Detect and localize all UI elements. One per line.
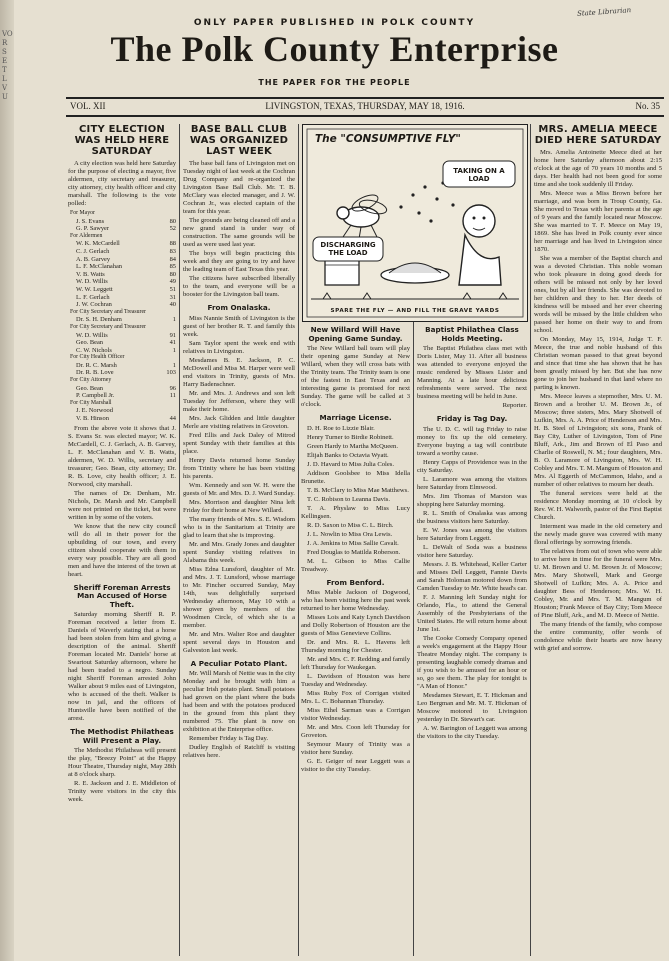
masthead-title: The Polk County Enterprise [110, 29, 559, 69]
article-text: R. E. Jackson and J. E. Middleton of Trinity were visitors in the city this week. [68, 780, 176, 804]
article-text: J. L. Nowlin to Miss Ora Lewis. [307, 530, 393, 538]
column-5 [534, 124, 662, 956]
article-text: Mr. and Mrs. J. Andrews and son left Tuesday for Jefferson, where they will make their home. [183, 389, 295, 413]
vote-row [68, 332, 176, 340]
column-rule [530, 124, 531, 956]
headline-benford: From Benford. [326, 577, 385, 587]
article-text: T. A. Physlaw to Miss Lucy Kellingsen. [301, 504, 410, 520]
article-text: Mr. and Mrs. Grady Jones and daughter spent Sunday visiting relatives in Alabama this week. [183, 540, 295, 564]
article-text: Misses Lois and Katy Lynch Davidson and Dolly Robertson of Houston are the guests of Miss Genevieve Collins. [301, 614, 410, 637]
vote-row [68, 324, 176, 332]
vote-candidate: A. B. Garvey [76, 255, 111, 263]
volume: VOL. XII [70, 101, 106, 111]
vote-candidate: J. E. Norwood [76, 407, 113, 415]
vote-candidate: L. F. Gerlach [76, 293, 110, 301]
vote-row [68, 301, 176, 309]
column-4 [417, 326, 527, 956]
vote-candidate: G. P. Sawyer [76, 225, 110, 233]
article-text: The Baptist Philathea class met with Doris Lister, May 11. After all business was attended to everyone enjoyed the music rendered by Misses Lister and Manning. At a late hour delicious refreshments were served. The next business meeting will be held in June. [417, 345, 527, 400]
cartoon-bottom-caption: SPARE THE FLY — AND FILL THE GRAVE YARDS [330, 308, 500, 314]
headline-city-election: CITY ELECTION WAS HELD HERE SATURDAY [74, 124, 170, 157]
article-text: M. L. Gibson to Miss Callie Treadway. [301, 557, 410, 573]
vote-count: 44 [169, 415, 176, 423]
article-text: Mr. Will Marsh of Nettie was in the city Monday and he brought with him a peculiar Irish potato plant. Small potatoes had grown on the plant where the buds had been and with the potatoes produced in the ground from this plant they numbered 75. The plant is now on exhibition at the Enterprise office. [183, 670, 295, 733]
vote-count: 31 [169, 293, 176, 301]
vote-count: 103 [166, 369, 176, 377]
cartoon-title: The "CONSUMPTIVE FLY" [315, 133, 461, 145]
vote-count: 40 [169, 301, 176, 309]
article-text: Mrs. Jim Thomas of Marston was shopping here Saturday morning. [417, 492, 527, 508]
edge-text: VO R S E T L V U [2, 30, 13, 101]
vote-count: 96 [169, 384, 176, 392]
article-text: The base ball fans of Livingston met on Tuesday night of last week at the Cochran Drug Company and re-organized the Livingston Base Ball Club. Mr. T. B. McClary was elected manager, and J. W. Cochran Jr., was elected captain of the team for this year. [183, 160, 295, 215]
vote-row [68, 400, 176, 408]
vote-count: 1 [172, 316, 176, 324]
vote-row [68, 210, 176, 218]
headline-philatheas-play: The Methodist Philatheas Will Present a Play. [70, 727, 174, 745]
article-text: Elijah Banks to Octavia Wyatt. [307, 451, 389, 459]
article-text: Mrs. Meece leaves a stepmother, Mrs. U. M. Brown and a brother U. M. Brown Jr., of Moscow; three sisters, Mrs. Mary Shotwell of Lufkin, Mrs. A. A. Price of Henderson and Mrs. H. B. Steel of Livingston; six sons, Frank of Bay City, Luther of Livingston, Tom of Pine Bluff, Ark., Jim and Brown of El Paso and Charlie of Roswell, N. M.; four daughters, Mrs. B. O. Laramore of Livingston, Mrs. W. H. Cobley and Mrs. T. M. Mangum of Houston and Mrs. Al Eggerth of McCammon, Idaho, and a number of other relatives to mourn her death. [534, 393, 662, 488]
article-text: The citizens have subscribed liberally to the team, and everyone will be a booster for the Livingston ball team. [183, 275, 295, 298]
article-text: The boys will begin practicing this week and they are going to try and have the leading team of East Texas this year. [183, 250, 295, 273]
column-2 [183, 124, 295, 956]
article-text: The names of Dr. Denham, Mr. Nichols, Dr. Marsh and Mr. Campbell were not printed on the ticket, but were written in by some of the voters. [68, 489, 176, 521]
vote-count: 85 [169, 263, 176, 271]
article-text: Wm. Kennedy and son W. H. were the guests of Mr. and Mrs. D. J. Ward Sunday. [183, 481, 295, 497]
headline-meece: MRS. AMELIA MEECE DIED HERE SATURDAY [534, 124, 662, 146]
vote-candidate: J. S. Evans [76, 217, 105, 225]
article-text: Addison Goolsbee to Miss Idella Brunette. [301, 469, 410, 485]
article-text: Interment was made in the old cemetery and the newly made grave was covered with many floral offerings by sorrowing friends. [534, 523, 662, 546]
vote-count [160, 407, 176, 415]
article-text: Mesdames B. E. Jackson, P. C. McDowell and Miss M. Harper were well end visitors in Trinity, guests of Mrs. Harry Badenschner. [183, 356, 295, 388]
vote-office: For City Secretary and Treasurer [70, 308, 146, 315]
vote-office: For Mayor [70, 210, 95, 216]
article-text: The many friends of Mrs. S. E. Wisdom who is in the Sanitarium at Trinity are glad to learn that she is improving. [183, 515, 295, 539]
vote-candidate: V. B. Watts [76, 270, 105, 278]
article-text: L. Davidson of Houston was here Tuesday and Wednesday. [301, 673, 410, 688]
headline-tag-day: Friday is Tag Day. [436, 414, 508, 423]
article-text: A. W. Barington of Leggett was among the visitors to the city Tuesday. [417, 724, 527, 740]
article-text: Mrs. Meece was a Miss Brown before her marriage, and was born in Troup County, Ga. She moved to Texas with her parents at the age of 9 years and the family located near Moscow. She was married to T. F. Meece on May 19, 1869. She has lived in Polk county ever since her marriage and has lived in Livingston since 1870. [534, 190, 662, 253]
vote-row [68, 309, 176, 317]
article-text: The grounds are being cleaned off and a new grand stand is under way of construction. The same grounds will be used as were used last year. [183, 217, 295, 248]
vote-row [68, 294, 176, 302]
vote-office: For Aldermen [70, 232, 103, 239]
article-text: Miss Ruby Fox of Corrigan visited Mrs. L. C. Bohannan Thursday. [301, 690, 410, 705]
article-text: Mr. and Mrs. Coon left Thursday for Groveton. [301, 724, 410, 739]
vote-row [68, 240, 176, 248]
vote-candidate: Dr. R. B. Love [76, 369, 114, 377]
article-text: Dudley English of Ratcliff is visiting relatives here. [183, 744, 295, 759]
article-text: Mrs. Jack Glidden and little daughter Merle are visiting relatives in Groveton. [183, 414, 295, 430]
headline-base-ball: BASE BALL CLUB WAS ORGANIZED LAST WEEK [189, 124, 289, 157]
vote-candidate: V. B. Hinson [76, 415, 109, 423]
article-text: Henry Capps of Providence was in the city Saturday. [417, 458, 527, 474]
article-text: Fred Ellis and Jack Daley of Mitrod spent Sunday with their families at this place. [183, 431, 295, 455]
vote-row [68, 233, 176, 241]
masthead-tagline: ONLY PAPER PUBLISHED IN POLK COUNTY [193, 18, 476, 28]
article-text: Messrs. J. B. Whitehead, Keller Carter and Misses Dell Leggett, Fannie Davis and Sarah Holoman motored down from Camden Tuesday to Mr. White head's car. [417, 560, 527, 592]
vote-row [68, 271, 176, 279]
vote-candidate: W. D. Willis [76, 278, 108, 286]
article-text: From the above vote it shows that J. S. Evans Sr. was elected mayor; W. K. McCardell, C. J. Gerlach, A. B. Garvey, L. F. McClanahan and V. B. Watts, aldermen, W. D. Willis, secretary and treasurer; Geo. Bean, city attorney; Dr. R. B. Love, city health officer; J. E. Norwood, city marshall. [68, 424, 176, 488]
cartoon-label-discharging: DISCHARGING THE LOAD [320, 241, 376, 257]
article-text: Green Hardy to Martha McQueen. [307, 442, 398, 450]
article-text: Sam Taylor spent the week end with relatives in Livingston. [183, 339, 295, 355]
vote-count: 80 [169, 217, 176, 225]
vote-count: 52 [169, 225, 176, 233]
column-rule [413, 322, 414, 956]
vote-row [68, 362, 176, 370]
vote-office: For City Attorney [70, 377, 112, 384]
vote-count: 88 [169, 240, 176, 248]
article-text: Mrs. Morrison and daughter Nina left Friday for their home at New Willard. [183, 498, 295, 514]
article-text: Remember Friday is Tag Day. [189, 735, 269, 742]
vote-count: 1 [172, 361, 176, 369]
article-text: F. J. Manning left Sunday night for Orlando, Fla., to attend the General Assembly of the Presbyterians of the United States. He will return home about June 1st. [417, 593, 527, 633]
vote-count: 49 [169, 278, 176, 286]
article-text: Fred Douglas to Matilda Roberson. [307, 548, 401, 556]
vote-candidate: Geo. Bean [76, 384, 103, 392]
column-rule [179, 124, 180, 956]
article-text: A city election was held here Saturday for the purpose of electing a mayor, five aldermen, city secretary and treasurer, city attorney, city health officer and city marshall. The following is the vote polled: [68, 160, 176, 207]
vote-candidate: W. D. Willis [76, 331, 108, 339]
article-text: T. B. McClary to Miss Mae Matthews. [307, 486, 409, 494]
adjacent-page-edge [0, 0, 14, 961]
cartoon-label-taking: TAKING ON A LOAD [453, 167, 505, 183]
article-text: G. E. Geiger of near Leggett was a visitor to the city Tuesday. [301, 758, 410, 773]
article-text: On Monday, May 15, 1914, Judge T. F. Meece, the true and noble husband of this Christian woman passed to that great beyond and since that time she has shown that he has been greatly missed by her. But she has now gone to join her husband in that land where no parting is known. [534, 336, 662, 391]
article-text: She was a member of the Baptist church and was a devoted Christian. This noble woman who took pleasure in doing good deeds for others will be missed not only by her loved ones, but by all her friends. She was devoted to her children and they to her. Her deeds of kindness will be missed and her ever cheering words will be missed by the little children who passed her home on their way to and from school. [534, 255, 662, 334]
vote-count: 41 [169, 339, 176, 347]
vote-row [68, 263, 176, 271]
article-text: R. D. Saxon to Miss C. L. Birch. [307, 521, 394, 529]
column-1 [68, 124, 176, 956]
article-text: The funeral services were held at the residence Monday morning at 10 o'clock by Rev. W. H. Walworth, pastor of the First Baptist Church. [534, 490, 662, 521]
vote-row [68, 286, 176, 294]
vote-table [68, 210, 176, 423]
vote-row [68, 339, 176, 347]
vote-row [68, 385, 176, 393]
article-text: D. H. Roe to Lizzie Blair. [307, 424, 375, 432]
consumptive-fly-cartoon [302, 124, 528, 322]
article-text: L. DeWalt of Soda was a business visitor here Saturday. [417, 543, 527, 559]
vote-candidate: C. J. Gerlach [76, 247, 110, 255]
article-text: Mr. and Mrs. C. F. Redding and family left Thursday for Waukegan. [301, 656, 410, 671]
column-rule [298, 124, 299, 956]
article-text: Miss Mable Jackson of Dogwood, who has been visiting here the past week returned to her home Wednesday. [301, 589, 410, 612]
issue-number: No. 35 [635, 101, 660, 111]
column-3 [301, 326, 410, 956]
article-text: The Cooke Comedy Company opened a week's engagement at the Happy Hour Theatre Monday night. The company is presenting laughable comedy dramas and if you wish to be amused for an hour or so, go see them. The play for tonight is "A Man of Honor." [417, 634, 527, 690]
publication-date: LIVINGSTON, TEXAS, THURSDAY, MAY 18, 1916. [265, 101, 465, 111]
vote-row [68, 278, 176, 286]
vote-row [68, 225, 176, 233]
article-text: L. Laramore was among the visitors here Saturday from Elmwood. [417, 475, 527, 491]
vote-count: 83 [169, 247, 176, 255]
vote-row [68, 218, 176, 226]
vote-row [68, 248, 176, 256]
masthead-subtitle: THE PAPER FOR THE PEOPLE [258, 78, 411, 87]
article-text: Miss Ethel Sarman was a Corrigan visitor Wednesday. [301, 707, 410, 722]
vote-candidate: Dr. R. C. Marsh [76, 361, 117, 369]
article-text: Miss Edna Lunsford, daughter of Mr. and Mrs. J. T. Lunsford, whose marriage to Mr. Fincher occurred Sunday, May 14th, was delightfully surprised Wednesday afternoon, May 10 with a shower given by members of the Woodmen Circle, of which she is a member. [183, 565, 295, 629]
vote-count: 84 [169, 255, 176, 263]
article-text: Dr. and Mrs. R. L. Havens left Thursday morning for Chester. [301, 639, 410, 654]
headline-new-willard: New Willard Will Have Opening Game Sunday. [308, 326, 403, 343]
vote-candidate: C. W. Nichols [76, 346, 112, 354]
article-text: We know that the new city council will do all in their power for the upbuilding of our town, and every citizen should cooperate with them in every way possible. They are all good men and have the interest of the town at heart. [68, 522, 176, 578]
article-signature: Reporter. [502, 402, 527, 409]
masthead-rule-top [66, 97, 664, 99]
vote-count: 51 [169, 285, 176, 293]
article-text: J. A. Jenkins to Miss Sallie Cavalt. [307, 539, 399, 547]
vote-count: 91 [169, 331, 176, 339]
headline-marriage-license: Marriage License. [319, 413, 392, 422]
vote-row [68, 256, 176, 264]
vote-row [68, 369, 176, 377]
vote-candidate: J. W. Cochran [76, 301, 112, 309]
vote-row [68, 415, 176, 423]
headline-onalaska: From Onalaska. [207, 303, 271, 312]
vote-office: For City Secretary and Treasurer [70, 323, 146, 330]
vote-office: For City Health Officer [70, 354, 125, 361]
vote-row [68, 392, 176, 400]
vote-row [68, 316, 176, 324]
article-text: The New Willard ball team will play their opening game Sunday at New Willard, when they will cross bats with the Trinity team. The Trinity team is one of the fastest in East Texas and an interesting game is promised for next Sunday. The game will be called at 3 o'clock. [301, 345, 410, 408]
vote-candidate: Geo. Bean [76, 339, 103, 347]
masthead-rule-bottom [66, 115, 664, 117]
headline-baptist-philathea: Baptist Philathea Class Holds Meeting. [425, 326, 519, 343]
article-text: T. C. Robison to Leanna Davis. [307, 495, 391, 503]
headline-sheriff: Sheriff Foreman Arrests Man Accused of Horse Theft. [73, 582, 171, 609]
cartoon-illustration [303, 125, 527, 321]
article-text: Henry Davis returned home Sunday from Trinity where he has been visiting his parents. [183, 456, 295, 480]
vote-count: 80 [169, 270, 176, 278]
article-text: The Methodist Philatheas will present the play, "Breezy Point" at the Happy Hour Theatre, Thursday night, May 28th at 8 o'clock sharp. [68, 747, 176, 779]
vote-row [68, 354, 176, 362]
article-text: Henry Turner to Birdie Robinett. [307, 433, 394, 441]
vote-row [68, 407, 176, 415]
article-text: Mrs. Amelia Antoinette Meece died at her home here Saturday afternoon about 2:15 o'clock at the age of 70 years 10 months and 5 days. Her health had not been good for some time and she took suddenly ill Friday. [534, 149, 662, 188]
vote-candidate: L. F. McClanahan [76, 263, 122, 271]
vote-count: 1 [172, 346, 176, 354]
article-text: The U. D. C. will tag Friday to raise money to fix up the old cemetery. Everyone buying a tag will contribute toward a worthy cause. [417, 425, 527, 457]
article-text: Miss Nannie Smith of Livingston is the guest of her brother R. T. and family this week. [183, 314, 295, 338]
article-text: The many friends of the family, who compose the entire community, offer words of condolence while their hearts are now heavy with grief and sorrow. [534, 621, 662, 652]
article-text: R. L. Smith of Onalaska was among the business visitors here Saturday. [417, 509, 527, 525]
article-text: E. W. Jones was among the visitors here Saturday from Leggett. [417, 526, 527, 542]
librarian-stamp: State Librarian [576, 6, 632, 18]
article-text: Saturday morning Sheriff R. P. Foreman received a letter from E. Daniels of Waverly stating that a horse had been stolen from him and giving a description of the animal. Sheriff Foreman located Mr. Daniels' horse at Swartout Saturday afternoon, where he had been traded to a negro. Sunday night Sheriff Foreman arrested John Walker about 9 miles east of Livingston, who is accused of the theft. Walker is now in jail, and the officers of Huntsville have been notified of the arrest. [68, 611, 176, 723]
vote-candidate: P. Campbell Jr. [76, 392, 115, 400]
article-text: The relatives from out of town who were able to arrive here in time for the funeral were Mrs. U. M. Brown and U. M. Brown Jr. of Moscow; Mrs. Mary Shotwell, Mark and George Shotwell of Lufkin; Mrs. A. A. Price and daughter Bess of Henderson; Mrs. W. H. Cobley, Mr. and Mrs. T. M. Mangum of Houston; Frank Meece of Bay City; Tom Meece of Pine Bluff, Ark., and M. D. Meece of Nettie. [534, 548, 662, 619]
article-text: Mesdames Stewart, E. T. Hickman and Leo Bergman and Mr. M. T. Hickman of Moscow motored to Livingston yesterday in Dr. Stewart's car. [417, 691, 527, 723]
vote-office: For City Marshall [70, 399, 112, 406]
vote-candidate: W. K. McCardell [76, 240, 120, 248]
article-text: Seymour Maury of Trinity was a visitor here Sunday. [301, 741, 410, 756]
vote-candidate: W. W. Leggett [76, 285, 113, 293]
article-text: J. D. Havard to Miss Julia Coles. [307, 460, 394, 468]
vote-candidate: Dr. S. H. Denham [76, 316, 122, 324]
vote-count: 11 [169, 392, 176, 400]
article-text: Mr. and Mrs. Walter Roe and daughter spent several days in Houston and Galveston last week. [183, 630, 295, 654]
headline-potato: A Peculiar Potato Plant. [190, 658, 288, 668]
vote-row [68, 377, 176, 385]
